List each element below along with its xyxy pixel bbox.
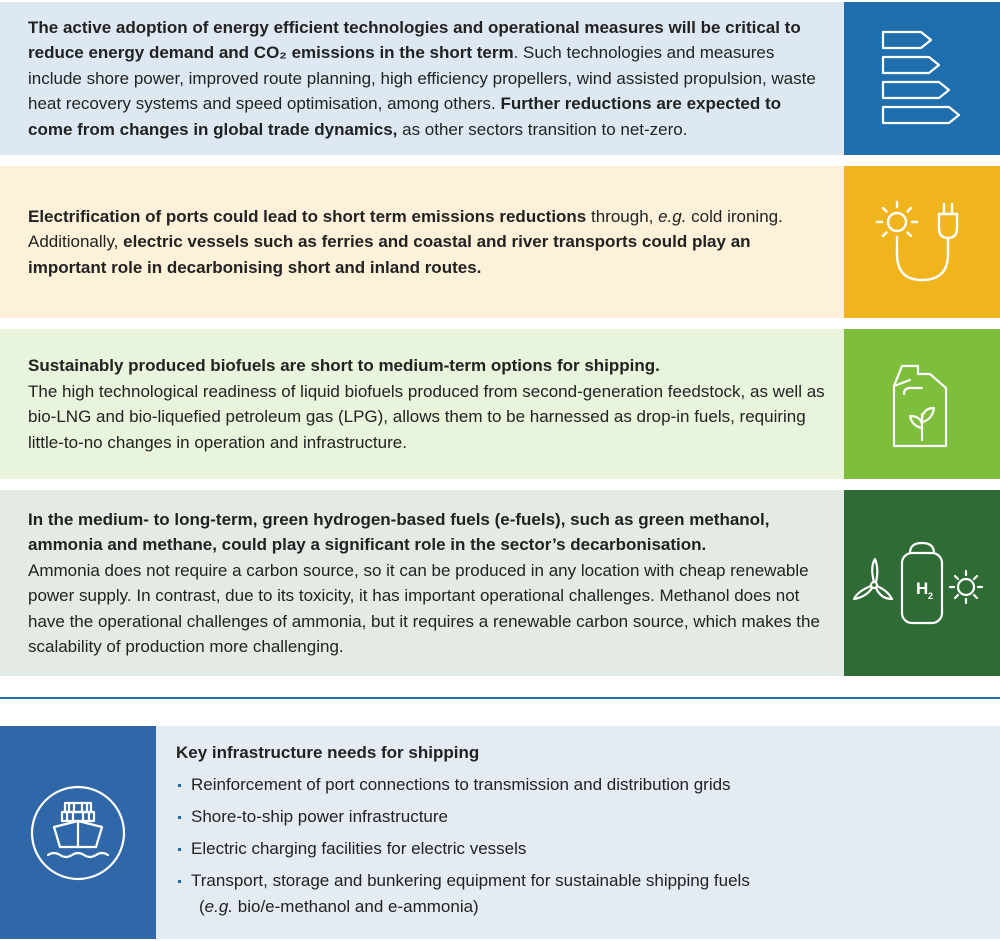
- trade-dynamics-lead: Further reductions are expected to come from changes in global trade dynamics,: [28, 94, 782, 139]
- hydrogen-body: Ammonia does not require a carbon source, so it can be produced in any location with cheap renewable power supply. In contrast, due to its toxicity, it has important operational challenges. Methanol does not have the operational challenges of ammonia, but it requires a renewable carbon source, which makes the scalability of production more challenging.: [28, 560, 820, 656]
- efficiency-arrows-icon: [877, 24, 967, 134]
- biofuels-body: The high technological readiness of liquid biofuels produced from second-generation feedstock, as well as bio-LNG and bio-liquefied petroleum gas (LPG), allows them to be harnessed as drop-in fuels, requiring little-to-no changes in operation and infrastructure.: [28, 381, 825, 452]
- efficiency-body: . Such technologies and measures include shore power, improved route planning, high efficiency propellers, wind assisted propulsion, waste heat recovery systems and speed optimisation, among others.: [28, 43, 816, 114]
- trade-dynamics-body: as other sectors transition to net-zero.: [397, 119, 688, 139]
- list-item: [176, 868, 1000, 920]
- key-infrastructure-text: [156, 726, 1000, 939]
- h2-label: H: [916, 579, 929, 598]
- list-item-eg: e.g.: [204, 897, 234, 916]
- electrification-body-2: cold ironing. Additionally,: [28, 206, 783, 252]
- electrification-eg: e.g.: [658, 206, 687, 226]
- ship-icon: [18, 773, 138, 893]
- paren-open: (: [199, 897, 205, 916]
- ship-icon-box: [0, 726, 156, 939]
- electrification-body-1: through,: [586, 206, 659, 226]
- hydrogen-icon-box: [844, 490, 1000, 676]
- efficiency-text: [0, 2, 844, 155]
- efficiency-icon-box: [844, 2, 1000, 155]
- section-divider: [0, 697, 1000, 699]
- electrification-lead: Electrification of ports could lead to short term emissions reductions: [28, 206, 587, 226]
- electrification-icon-box: [844, 166, 1000, 318]
- hydrogen-text: [0, 490, 844, 676]
- list-item: Reinforcement of port connections to transmission and distribution grids: [176, 772, 1000, 798]
- efficiency-panel: [0, 2, 1000, 155]
- key-infrastructure-title: Key infrastructure needs for shipping: [176, 743, 480, 762]
- biofuels-lead: Sustainably produced biofuels are short to medium-term options for shipping.: [28, 356, 660, 375]
- hydrogen-lead: In the medium- to long-term, green hydrogen-based fuels (e-fuels), such as green methanol, ammonia and methane, could play a significant role in the sector’s decarbonisation.: [28, 509, 770, 554]
- list-item-rest: bio/e-methanol and e-ammonia): [233, 897, 479, 916]
- key-infrastructure-box: [0, 726, 1000, 939]
- biofuel-canister-icon: [882, 354, 962, 454]
- list-item-line1: Transport, storage and bunkering equipment for sustainable shipping fuels: [191, 871, 750, 890]
- list-item: Electric charging facilities for electric vessels: [176, 836, 1000, 862]
- key-infrastructure-list: [176, 772, 1000, 920]
- electrification-text: [0, 166, 844, 318]
- efficiency-lead: The active adoption of energy efficient technologies and operational measures will be critical to reduce energy demand and CO₂ emissions in the short term: [28, 17, 801, 63]
- list-item: Shore-to-ship power infrastructure: [176, 804, 1000, 830]
- biofuels-text: [0, 329, 844, 479]
- sun-plug-icon: [867, 192, 977, 292]
- hydrogen-tank-icon: [852, 533, 992, 633]
- list-item-line2: [191, 894, 1000, 920]
- hydrogen-panel: [0, 490, 1000, 676]
- h2-subscript: 2: [928, 591, 934, 601]
- electrification-panel: [0, 166, 1000, 318]
- biofuels-panel: [0, 329, 1000, 479]
- biofuels-icon-box: [844, 329, 1000, 479]
- electric-vessels-lead: electric vessels such as ferries and coastal and river transports could play an important role in decarbonising short and inland routes.: [28, 232, 751, 277]
